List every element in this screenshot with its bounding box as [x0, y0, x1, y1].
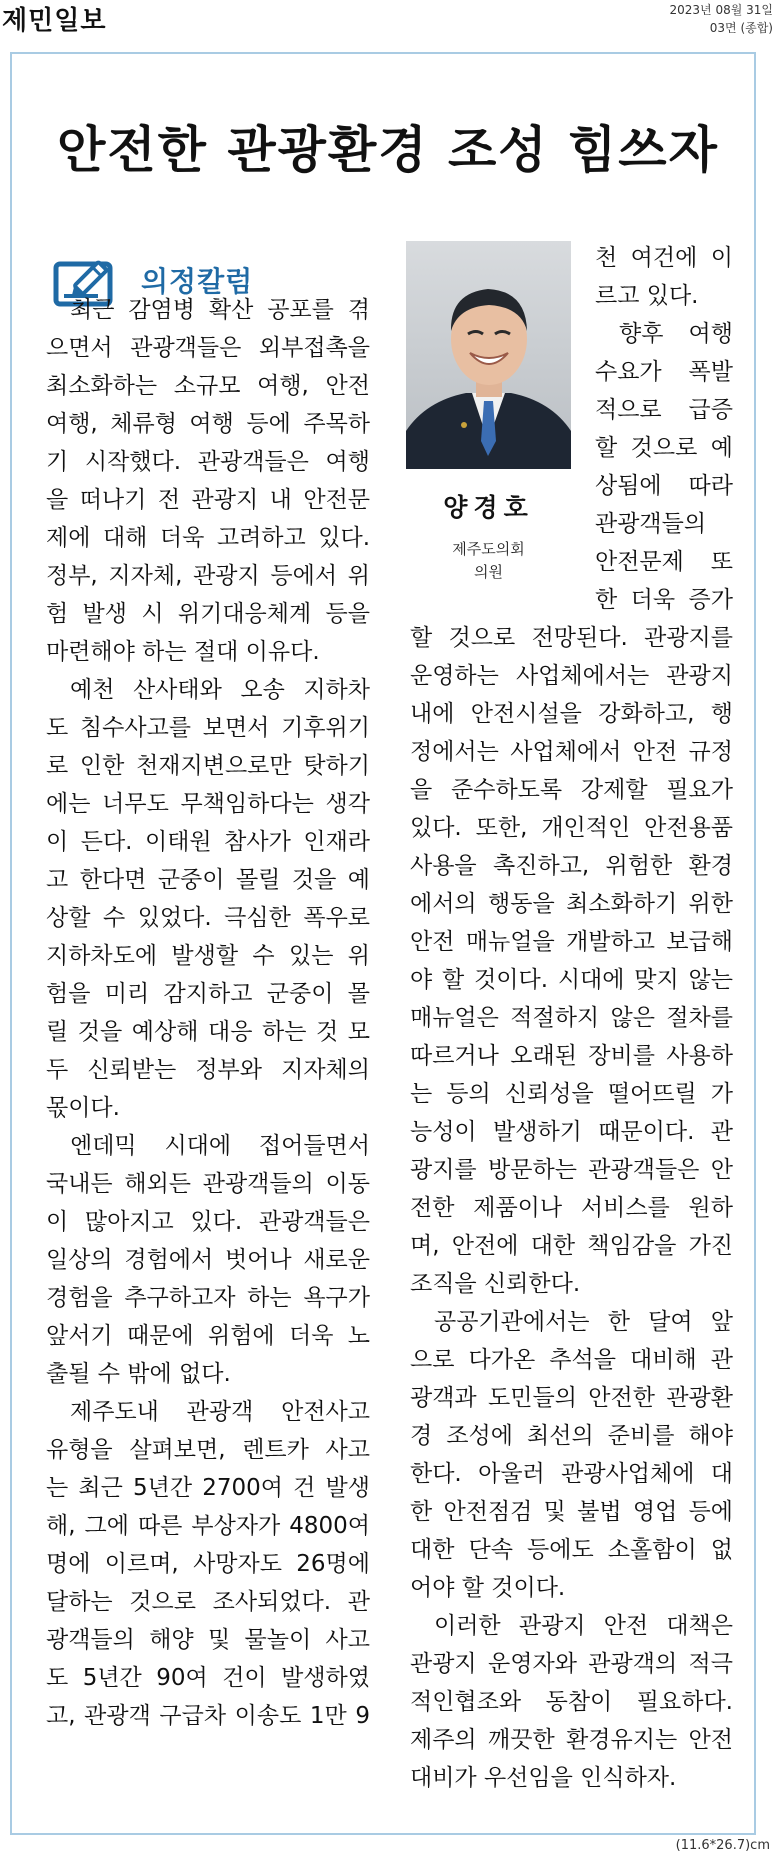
body-line: 에서의 행동을 최소화하기 위한 — [410, 891, 733, 917]
author-affiliation: 제주도의회 — [452, 540, 525, 558]
body-line: 운영하는 사업체에서는 관광지 — [410, 663, 733, 689]
body-line: 두 신뢰받는 정부와 지자체의 — [46, 1057, 370, 1083]
body-line: 어야 할 것이다. — [410, 1575, 566, 1601]
body-line: 있다. 또한, 개인적인 안전용품 — [410, 815, 733, 841]
body-line: 안전 매뉴얼을 개발하고 보급해 — [410, 929, 733, 955]
column-label: 의정칼럼 — [141, 265, 254, 298]
body-line: 을 떠나기 전 관광지 내 안전문 — [46, 487, 370, 513]
body-line: 출될 수 밖에 없다. — [46, 1361, 231, 1387]
body-line: 일상의 경험에서 벗어나 새로운 — [46, 1247, 370, 1273]
body-line: 도 침수사고를 보면서 기후위기 — [46, 715, 370, 741]
body-line: 정부, 지자체, 관광지 등에서 위 — [46, 563, 370, 589]
body-line: 로 인한 천재지변으로만 탓하기 — [46, 753, 370, 779]
page-number: 03면 (종합) — [709, 21, 773, 35]
body-line: 제에 대해 더욱 고려하고 있다. — [46, 525, 370, 551]
body-line: 경 조성에 최선의 준비를 해야 — [410, 1423, 733, 1449]
body-line: 공공기관에서는 한 달여 앞 — [434, 1309, 733, 1335]
body-line: 조직을 신뢰한다. — [410, 1271, 581, 1297]
body-line: 향후 여행 — [619, 321, 733, 347]
body-line: 최근 감염병 확산 공포를 겪 — [70, 297, 370, 323]
body-line: 앞서기 때문에 위험에 더욱 노 — [46, 1323, 370, 1349]
issue-date: 2023년 08월 31일 — [669, 3, 773, 17]
author-photo — [406, 241, 571, 469]
body-line: 적인협조와 동참이 필요하다. — [410, 1689, 733, 1715]
body-line: 따르거나 오래된 장비를 사용하 — [410, 1043, 733, 1069]
body-line: 사용을 촉진하고, 위험한 환경 — [410, 853, 733, 879]
body-line: 기 시작했다. 관광객들은 여행 — [46, 449, 370, 475]
body-line: 관광객들의 — [595, 511, 707, 537]
body-line: 내에 안전시설을 강화하고, 행 — [410, 701, 733, 727]
body-line: 고 한다면 군중이 몰릴 것을 예 — [46, 867, 370, 893]
body-line: 이 많아지고 있다. 관광객들은 — [46, 1209, 370, 1235]
body-line: 관광지 운영자와 관광객의 적극 — [410, 1651, 733, 1677]
body-line: 야 할 것이다. 시대에 맞지 않는 — [410, 967, 733, 993]
body-line: 상할 수 있었다. 극심한 폭우로 — [46, 905, 370, 931]
body-line: 대한 단속 등에도 소홀함이 없 — [410, 1537, 733, 1563]
body-line: 마련해야 하는 절대 이유다. — [46, 639, 320, 665]
body-line: 한 더욱 증가 — [595, 587, 733, 613]
body-line: 한다. 아울러 관광사업체에 대 — [410, 1461, 733, 1487]
article-size-note: (11.6*26.7)cm — [675, 1838, 770, 1853]
masthead — [0, 0, 776, 44]
body-line: 도 5년간 90여 건이 발생하였 — [46, 1665, 370, 1691]
body-line: 에는 너무도 무책임하다는 생각 — [46, 791, 370, 817]
body-line: 정에서는 사업체에서 안전 규정 — [410, 739, 733, 765]
body-line: 대비가 우선임을 인식하자. — [410, 1765, 677, 1791]
body-line: 는 등의 신뢰성을 떨어뜨릴 가 — [410, 1081, 733, 1107]
body-line: 제주의 깨끗한 환경유지는 안전 — [410, 1727, 733, 1753]
author-role: 의원 — [474, 563, 503, 581]
body-line: 며, 안전에 대한 책임감을 가진 — [410, 1233, 733, 1259]
body-line: 으면서 관광객들은 외부접촉을 — [46, 335, 370, 361]
body-line: 엔데믹 시대에 접어들면서 — [70, 1133, 370, 1159]
body-line: 릴 것을 예상해 대응 하는 것 모 — [46, 1019, 370, 1045]
body-line: 을 준수하도록 강제할 필요가 — [410, 777, 733, 803]
body-line: 고, 관광객 구급차 이송도 1만 9 — [46, 1703, 370, 1729]
body-line: 광객과 도민들의 안전한 관광환 — [410, 1385, 733, 1411]
body-line: 매뉴얼은 적절하지 않은 절차를 — [410, 1005, 733, 1031]
body-line: 르고 있다. — [595, 283, 699, 309]
body-line: 험을 미리 감지하고 군중이 몰 — [46, 981, 370, 1007]
body-line: 으로 다가온 추석을 대비해 관 — [410, 1347, 733, 1373]
body-line: 여행, 체류형 여행 등에 주목하 — [46, 411, 370, 437]
body-line: 능성이 발생하기 때문이다. 관 — [410, 1119, 733, 1145]
body-line: 달하는 것으로 조사되었다. 관 — [46, 1589, 370, 1615]
body-line: 적으로 급증 — [595, 397, 733, 423]
body-line: 유형을 살펴보면, 렌트카 사고 — [46, 1437, 370, 1463]
body-line: 명에 이르며, 사망자도 26명에 — [46, 1551, 370, 1577]
body-line: 광객들의 해양 및 물놀이 사고 — [46, 1627, 370, 1653]
body-line: 는 최근 5년간 2700여 건 발생 — [46, 1475, 370, 1501]
body-line: 한 안전점검 및 불법 영업 등에 — [410, 1499, 733, 1525]
body-line: 경험을 추구하고자 하는 욕구가 — [46, 1285, 370, 1311]
body-line: 수요가 폭발 — [595, 359, 733, 385]
body-line: 국내든 해외든 관광객들의 이동 — [46, 1171, 370, 1197]
headline: 안전한 관광환경 조성 힘쓰자 — [57, 120, 719, 179]
body-line: 제주도내 관광객 안전사고 — [70, 1399, 370, 1425]
body-line: 최소화하는 소규모 여행, 안전 — [46, 373, 370, 399]
body-line: 험 발생 시 위기대응체계 등을 — [46, 601, 370, 627]
author-name: 양경호 — [443, 493, 534, 522]
body-line: 예천 산사태와 오송 지하차 — [70, 677, 370, 703]
body-line: 해, 그에 따른 부상자가 4800여 — [46, 1513, 370, 1539]
body-line: 지하차도에 발생할 수 있는 위 — [46, 943, 370, 969]
body-line: 전한 제품이나 서비스를 원하 — [410, 1195, 733, 1221]
body-line: 할 것으로 전망된다. 관광지를 — [410, 625, 733, 651]
body-line: 광지를 방문하는 관광객들은 안 — [410, 1157, 733, 1183]
body-line: 천 여건에 이 — [595, 245, 733, 271]
body-line: 몫이다. — [46, 1095, 120, 1121]
body-line: 이러한 관광지 안전 대책은 — [434, 1613, 733, 1639]
body-line: 이 든다. 이태원 참사가 인재라 — [46, 829, 370, 855]
body-line: 안전문제 또 — [595, 549, 733, 575]
newspaper-name: 제민일보 — [2, 6, 107, 36]
body-line: 할 것으로 예 — [595, 435, 733, 461]
body-line: 상됨에 따라 — [595, 473, 733, 499]
